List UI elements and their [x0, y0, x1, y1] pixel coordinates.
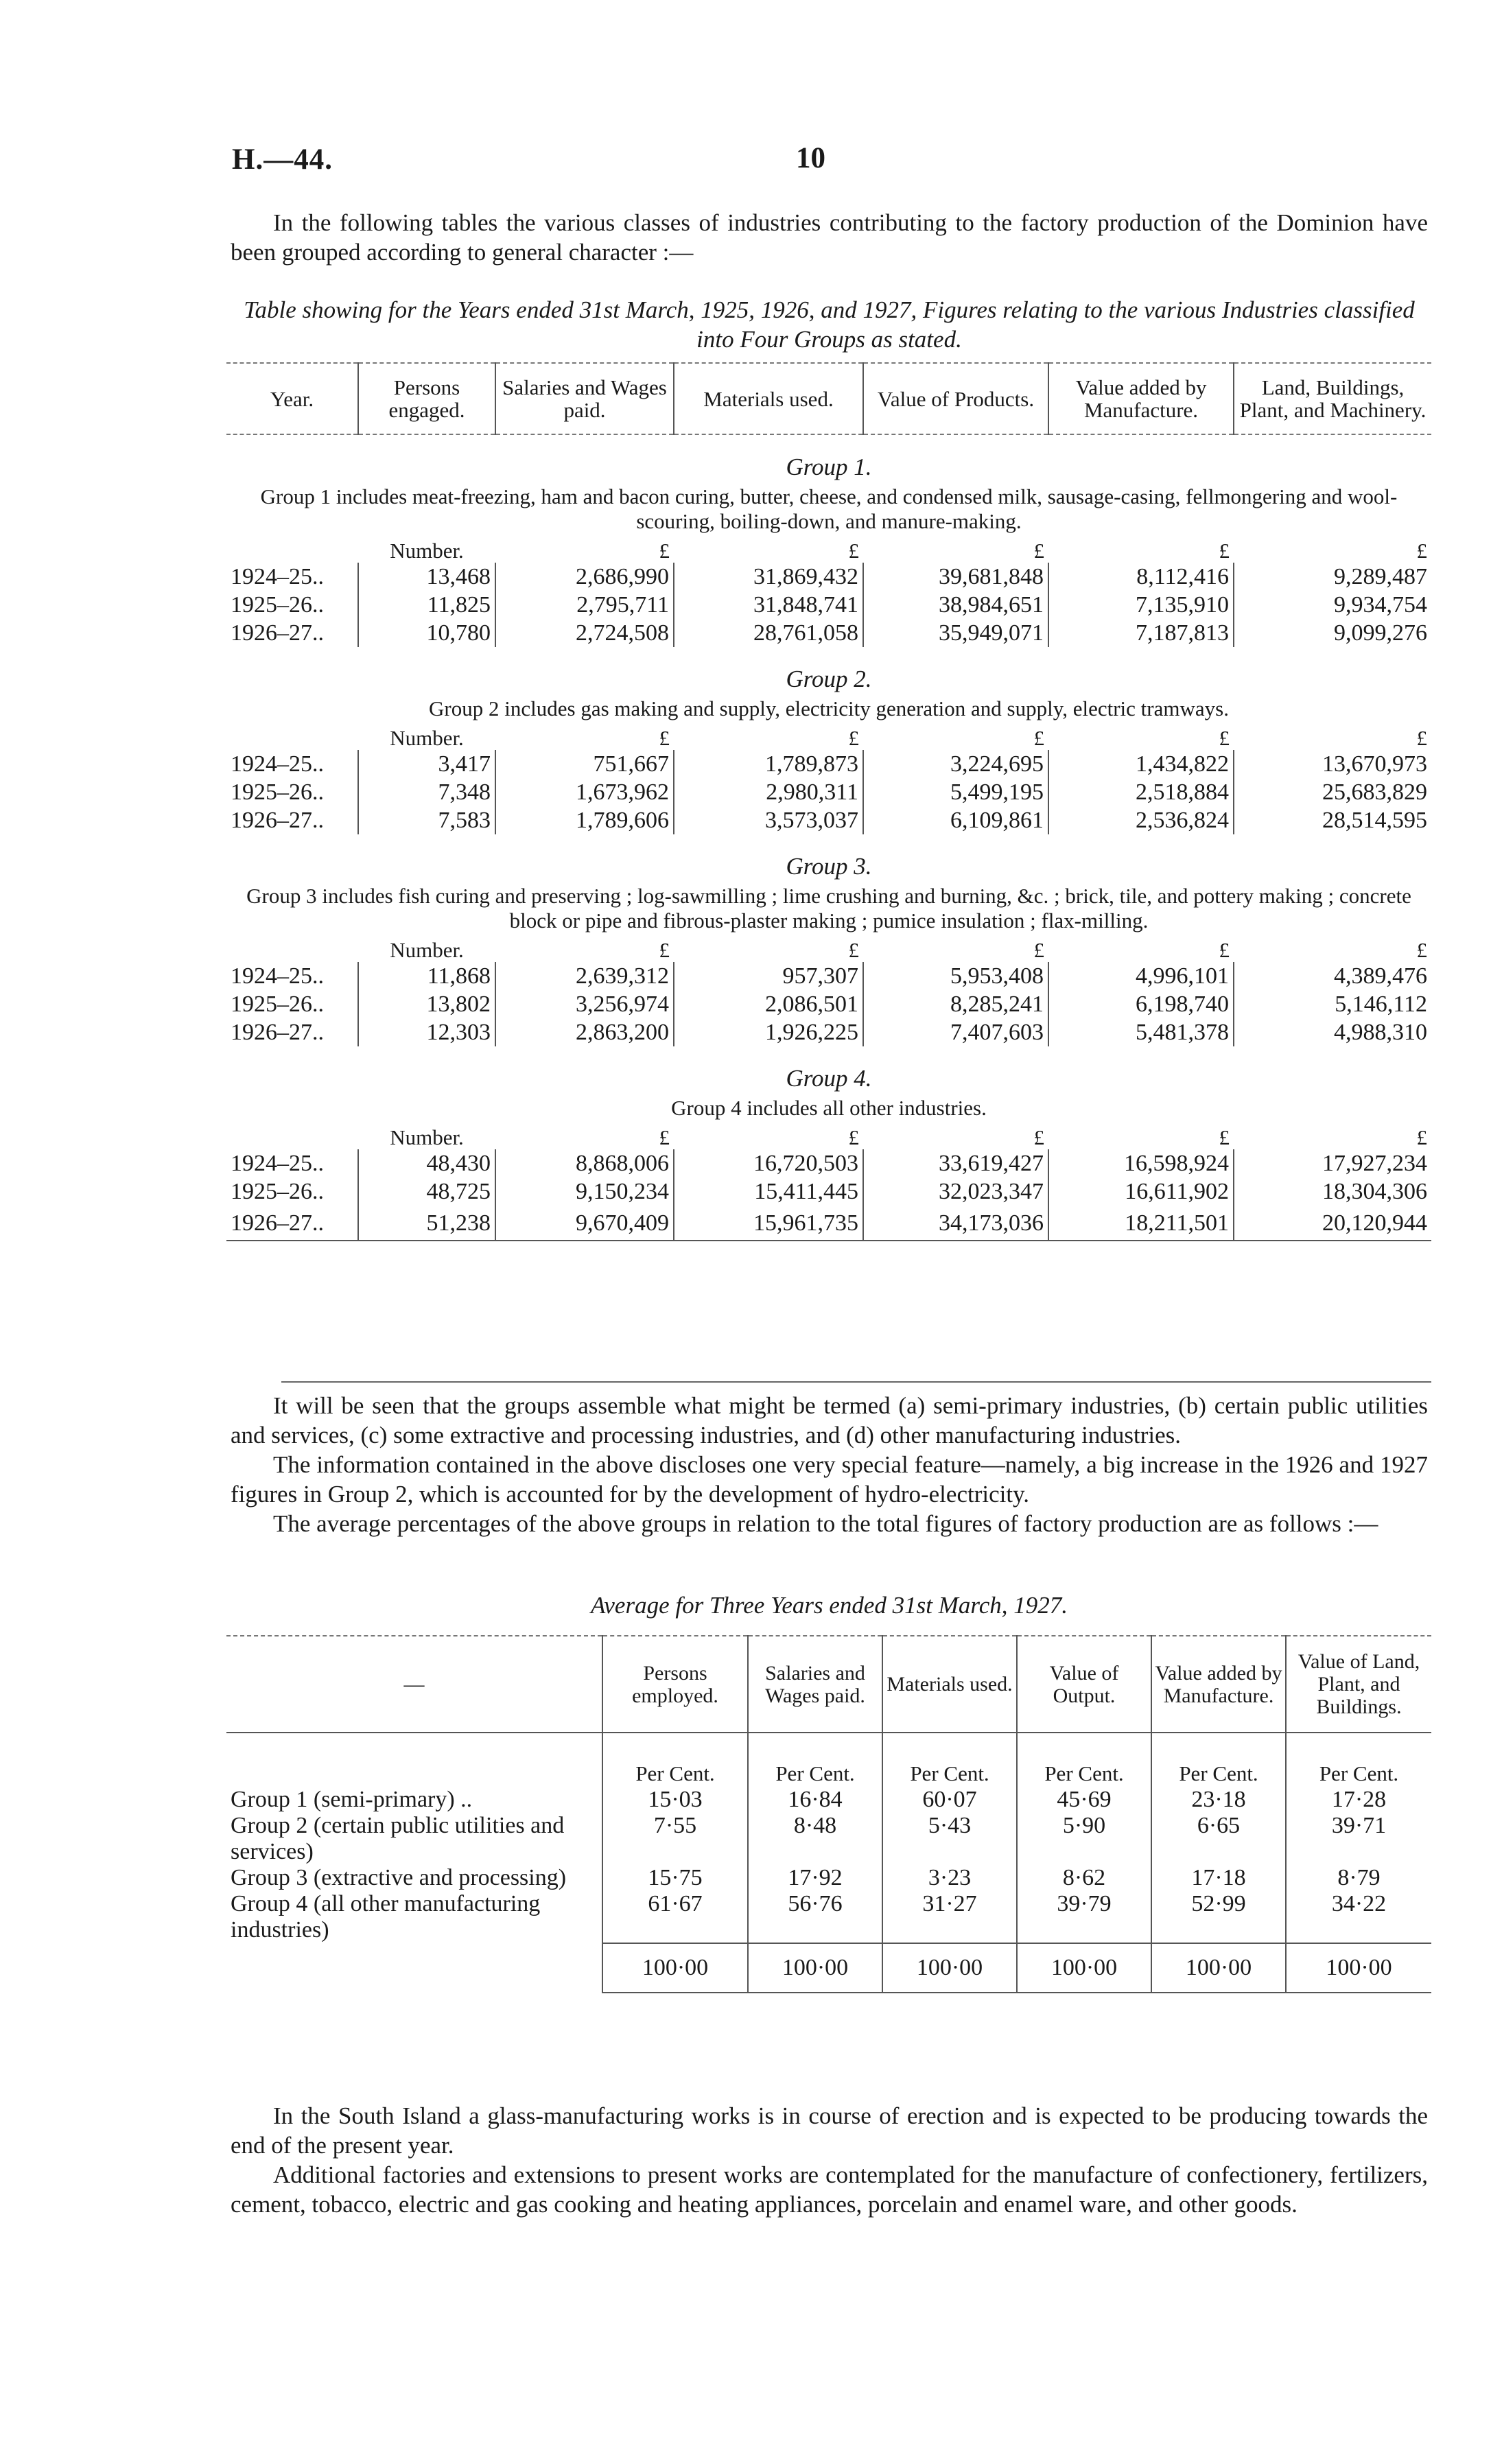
table-row: [226, 1149, 1431, 1177]
value-cell: 4,988,310: [1234, 1018, 1431, 1046]
unit-label: £: [1033, 938, 1044, 962]
value-cell: 4,996,101: [1048, 962, 1234, 990]
year-cell: 1925–26..: [231, 992, 324, 1017]
unit-label: Number.: [390, 938, 464, 962]
col-header-materials: Materials used.: [674, 363, 863, 434]
value-cell: 31,848,741: [674, 591, 863, 619]
col-header-value-added: Value added by Manufacture.: [1048, 363, 1234, 434]
value-cell: 38,984,651: [863, 591, 1048, 619]
group-title-row: [226, 434, 1431, 482]
value-cell: 751,667: [495, 750, 674, 778]
col-header-value-added: Value added by Manufacture.: [1151, 1636, 1286, 1733]
value-cell: 2,795,711: [495, 591, 674, 619]
table-row: [226, 962, 1431, 990]
totals-blank: [226, 1943, 602, 1993]
value-cell: 7,135,910: [1048, 591, 1234, 619]
percent-cell: 39·71: [1286, 1813, 1431, 1865]
group-description-row: [226, 482, 1431, 537]
unit-label: £: [1033, 726, 1044, 750]
table-row: [226, 619, 1431, 647]
value-cell: 3,256,974: [495, 990, 674, 1018]
discussion-paragraphs: [231, 1391, 1428, 1538]
unit-label: Number.: [390, 1125, 464, 1149]
value-cell: 2,686,990: [495, 563, 674, 591]
value-cell: 18,211,501: [1048, 1206, 1234, 1241]
value-cell: 25,683,829: [1234, 778, 1431, 806]
value-cell: 35,949,071: [863, 619, 1048, 647]
percent-cell: 60·07: [882, 1787, 1017, 1813]
table2-caption: Average for Three Years ended 31st March, 1927.: [590, 1592, 1068, 1619]
value-cell: 1,926,225: [674, 1018, 863, 1046]
value-cell: 2,536,824: [1048, 806, 1234, 834]
percent-cell: 17·28: [1286, 1787, 1431, 1813]
value-cell: 12,303: [358, 1018, 495, 1046]
average-percentages-table: [226, 1635, 1431, 1993]
percent-cell: 5·90: [1017, 1813, 1151, 1865]
unit-label: Per Cent.: [1017, 1733, 1151, 1787]
value-cell: 6,198,740: [1048, 990, 1234, 1018]
value-cell: 3,573,037: [674, 806, 863, 834]
table-row: [226, 1865, 1431, 1891]
unit-label: Per Cent.: [882, 1733, 1017, 1787]
col-header-salaries: Salaries and Wages paid.: [495, 363, 674, 434]
year-cell: 1925–26..: [231, 592, 324, 618]
table-row: [226, 750, 1431, 778]
unit-label: £: [1416, 726, 1427, 750]
value-cell: 2,724,508: [495, 619, 674, 647]
value-cell: 9,150,234: [495, 1177, 674, 1206]
group-title-row: [226, 834, 1431, 881]
value-cell: 16,611,902: [1048, 1177, 1234, 1206]
value-cell: 2,639,312: [495, 962, 674, 990]
group-title-row: [226, 647, 1431, 694]
unit-blank: [226, 724, 358, 750]
value-cell: 2,863,200: [495, 1018, 674, 1046]
unit-blank: [226, 1123, 358, 1149]
value-cell: 48,725: [358, 1177, 495, 1206]
percent-cell: 8·62: [1017, 1865, 1151, 1891]
paragraph-additional-factories: Additional factories and extensions to present works are contemplated for the manufacture of confectionery, fertilizers, cement, tobacco, electric and gas cooking and heating appliances, porcelain and enamel ware, and other goods.: [231, 2161, 1428, 2218]
value-cell: 39,681,848: [863, 563, 1048, 591]
year-cell: 1926–27..: [231, 1020, 324, 1045]
table-row: [226, 591, 1431, 619]
value-cell: 17,927,234: [1234, 1149, 1431, 1177]
total-cell: 100·00: [1151, 1943, 1286, 1993]
col-header-land: Land, Buildings, Plant, and Machinery.: [1234, 363, 1431, 434]
group-description: Group 1 includes meat-freezing, ham and bacon curing, butter, cheese, and condensed milk, sausage-casing, fellmongering and wool-scouring, boiling-down, and manure-making.: [260, 484, 1398, 533]
value-cell: 15,411,445: [674, 1177, 863, 1206]
col-header-products: Value of Products.: [863, 363, 1048, 434]
group-description-row: [226, 694, 1431, 724]
percent-cell: 15·75: [602, 1865, 748, 1891]
percent-cell: 31·27: [882, 1891, 1017, 1943]
value-cell: 1,789,606: [495, 806, 674, 834]
group-description-row: [226, 881, 1431, 936]
unit-label: £: [1219, 539, 1230, 563]
group-label-cell: Group 2 (certain public utilities and services): [231, 1813, 565, 1864]
unit-row: [226, 724, 1431, 750]
value-cell: 8,285,241: [863, 990, 1048, 1018]
value-cell: 2,518,884: [1048, 778, 1234, 806]
page-number: 10: [796, 142, 825, 174]
table-row: [226, 990, 1431, 1018]
value-cell: 8,868,006: [495, 1149, 674, 1177]
unit-label: £: [848, 938, 859, 962]
unit-label: £: [1033, 539, 1044, 563]
value-cell: 5,953,408: [863, 962, 1048, 990]
value-cell: 51,238: [358, 1206, 495, 1241]
totals-row: [226, 1943, 1431, 1993]
value-cell: 9,289,487: [1234, 563, 1431, 591]
col-header-persons-employed: Persons employed.: [602, 1636, 748, 1733]
year-cell: 1926–27..: [226, 1206, 358, 1241]
value-cell: 20,120,944: [1234, 1206, 1431, 1241]
unit-label: £: [1416, 1125, 1427, 1149]
value-cell: 11,868: [358, 962, 495, 990]
unit-label: Per Cent.: [1151, 1733, 1286, 1787]
group-title: Group 4.: [786, 1064, 872, 1092]
percent-cell: 16·84: [748, 1787, 882, 1813]
table1-body: [226, 434, 1431, 1241]
value-cell: 18,304,306: [1234, 1177, 1431, 1206]
year-cell: 1924–25..: [231, 963, 324, 989]
percent-cell: 61·67: [602, 1891, 748, 1943]
table-row: [226, 1206, 1431, 1241]
unit-label: £: [1219, 938, 1230, 962]
value-cell: 2,980,311: [674, 778, 863, 806]
col-header-year: Year.: [226, 363, 358, 434]
unit-label: Per Cent.: [602, 1733, 748, 1787]
year-cell: 1924–25..: [231, 564, 324, 589]
value-cell: 6,109,861: [863, 806, 1048, 834]
table-row: [226, 1891, 1431, 1943]
percent-cell: 17·92: [748, 1865, 882, 1891]
year-cell: 1924–25..: [231, 751, 324, 777]
value-cell: 7,187,813: [1048, 619, 1234, 647]
unit-label: £: [1416, 539, 1427, 563]
industry-groups-table: [226, 362, 1431, 1241]
group-title-row: [226, 1046, 1431, 1093]
total-cell: 100·00: [748, 1943, 882, 1993]
closing-paragraphs: [231, 2101, 1428, 2219]
year-cell: 1926–27..: [231, 808, 324, 833]
group-description: Group 2 includes gas making and supply, electricity generation and supply, electric tramways.: [429, 696, 1229, 720]
percent-cell: 6·65: [1151, 1813, 1286, 1865]
group-title: Group 1.: [786, 453, 872, 480]
group-label-cell: Group 3 (extractive and processing): [231, 1865, 567, 1890]
table-row: [226, 1787, 1431, 1813]
value-cell: 3,417: [358, 750, 495, 778]
unit-blank: [226, 537, 358, 563]
col-header-blank: —: [226, 1636, 602, 1733]
percent-cell: 8·79: [1286, 1865, 1431, 1891]
total-cell: 100·00: [602, 1943, 748, 1993]
value-cell: 16,598,924: [1048, 1149, 1234, 1177]
value-cell: 4,389,476: [1234, 962, 1431, 990]
value-cell: 2,086,501: [674, 990, 863, 1018]
value-cell: 3,224,695: [863, 750, 1048, 778]
value-cell: 1,434,822: [1048, 750, 1234, 778]
unit-label: £: [1416, 938, 1427, 962]
year-cell: 1925–26..: [231, 779, 324, 805]
group-title: Group 3.: [786, 852, 872, 880]
table1-bottom-rule: [281, 1381, 1431, 1383]
value-cell: 11,825: [358, 591, 495, 619]
unit-row: [226, 1733, 1431, 1787]
percent-cell: 56·76: [748, 1891, 882, 1943]
value-cell: 8,112,416: [1048, 563, 1234, 591]
table-row: [226, 563, 1431, 591]
value-cell: 28,514,595: [1234, 806, 1431, 834]
unit-label: £: [659, 1125, 670, 1149]
value-cell: 5,146,112: [1234, 990, 1431, 1018]
percent-cell: 23·18: [1151, 1787, 1286, 1813]
unit-blank: [226, 1733, 602, 1787]
col-header-output: Value of Output.: [1017, 1636, 1151, 1733]
year-cell: 1924–25..: [231, 1151, 324, 1176]
unit-label: Number.: [390, 539, 464, 563]
percent-cell: 52·99: [1151, 1891, 1286, 1943]
table2-body: [226, 1733, 1431, 1993]
intro-text: In the following tables the various classes of industries contributing to the factory production of the Dominion have been grouped according to general character :—: [231, 209, 1428, 266]
percent-cell: 8·48: [748, 1813, 882, 1865]
value-cell: 32,023,347: [863, 1177, 1048, 1206]
value-cell: 10,780: [358, 619, 495, 647]
paragraph-special-feature: The information contained in the above discloses one very special feature—namely, a big increase in the 1926 and 1927 figures in Group 2, which is accounted for by the development of hydro-electricity.: [231, 1451, 1428, 1507]
intro-paragraph: [231, 208, 1428, 267]
unit-row: [226, 537, 1431, 563]
table-row: [226, 1813, 1431, 1865]
table-row: [226, 1018, 1431, 1046]
percent-cell: 7·55: [602, 1813, 748, 1865]
unit-row: [226, 936, 1431, 962]
unit-label: £: [848, 1125, 859, 1149]
paragraph-groups-summary: It will be seen that the groups assemble what might be termed (a) semi-primary industries, (b) certain public utilities and services, (c) some extractive and processing industries, and (d) other manufacturing industries.: [231, 1392, 1428, 1448]
table-row: [226, 778, 1431, 806]
unit-label: Per Cent.: [1286, 1733, 1431, 1787]
value-cell: 33,619,427: [863, 1149, 1048, 1177]
table1-header-row: [226, 363, 1431, 434]
group-description-row: [226, 1093, 1431, 1123]
unit-label: £: [659, 938, 670, 962]
value-cell: 7,583: [358, 806, 495, 834]
value-cell: 9,099,276: [1234, 619, 1431, 647]
value-cell: 5,499,195: [863, 778, 1048, 806]
value-cell: 13,670,973: [1234, 750, 1431, 778]
value-cell: 957,307: [674, 962, 863, 990]
unit-row: [226, 1123, 1431, 1149]
value-cell: 1,673,962: [495, 778, 674, 806]
percent-cell: 45·69: [1017, 1787, 1151, 1813]
percent-cell: 34·22: [1286, 1891, 1431, 1943]
percent-cell: 39·79: [1017, 1891, 1151, 1943]
value-cell: 48,430: [358, 1149, 495, 1177]
unit-label: £: [659, 539, 670, 563]
percent-cell: 15·03: [602, 1787, 748, 1813]
value-cell: 13,802: [358, 990, 495, 1018]
col-header-land-plant: Value of Land, Plant, and Buildings.: [1286, 1636, 1431, 1733]
percent-cell: 5·43: [882, 1813, 1017, 1865]
value-cell: 7,348: [358, 778, 495, 806]
value-cell: 31,869,432: [674, 563, 863, 591]
unit-label: £: [1219, 1125, 1230, 1149]
total-cell: 100·00: [882, 1943, 1017, 1993]
unit-label: Per Cent.: [748, 1733, 882, 1787]
value-cell: 7,407,603: [863, 1018, 1048, 1046]
col-header-salaries: Salaries and Wages paid.: [748, 1636, 882, 1733]
document-code: H.—44.: [232, 143, 333, 176]
value-cell: 9,934,754: [1234, 591, 1431, 619]
total-cell: 100·00: [1017, 1943, 1151, 1993]
paragraph-glass-works: In the South Island a glass-manufacturing works is in course of erection and is expected to be producing towards the end of the present year.: [231, 2102, 1428, 2159]
value-cell: 15,961,735: [674, 1206, 863, 1241]
col-header-materials: Materials used.: [882, 1636, 1017, 1733]
group-label-cell: Group 1 (semi-primary) ..: [231, 1787, 473, 1812]
value-cell: 28,761,058: [674, 619, 863, 647]
value-cell: 5,481,378: [1048, 1018, 1234, 1046]
group-description: Group 3 includes fish curing and preserving ; log-sawmilling ; lime crushing and burning, &c. ; brick, tile, and pottery making ; concrete block or pipe and fibrous-plaster making ; pumice insulation ; flax-milling.: [246, 884, 1411, 932]
table1-caption: Table showing for the Years ended 31st March, 1925, 1926, and 1927, Figures relating to the various Industries classified into Four Groups as stated.: [244, 296, 1415, 353]
value-cell: 1,789,873: [674, 750, 863, 778]
year-cell: 1925–26..: [231, 1179, 324, 1204]
group-title: Group 2.: [786, 665, 872, 692]
unit-label: £: [1033, 1125, 1044, 1149]
table2-header-row: [226, 1636, 1431, 1733]
group-description: Group 4 includes all other industries.: [671, 1096, 987, 1120]
unit-label: £: [659, 726, 670, 750]
unit-label: £: [1219, 726, 1230, 750]
table-row: [226, 1177, 1431, 1206]
unit-label: £: [848, 726, 859, 750]
value-cell: 13,468: [358, 563, 495, 591]
unit-label: £: [848, 539, 859, 563]
table-row: [226, 806, 1431, 834]
unit-blank: [226, 936, 358, 962]
year-cell: 1926–27..: [231, 620, 324, 646]
value-cell: 9,670,409: [495, 1206, 674, 1241]
percent-cell: 17·18: [1151, 1865, 1286, 1891]
percent-cell: 3·23: [882, 1865, 1017, 1891]
total-cell: 100·00: [1286, 1943, 1431, 1993]
paragraph-average-intro: The average percentages of the above groups in relation to the total figures of factory production are as follows :—: [273, 1510, 1378, 1537]
value-cell: 16,720,503: [674, 1149, 863, 1177]
col-header-persons: Persons engaged.: [358, 363, 495, 434]
value-cell: 34,173,036: [863, 1206, 1048, 1241]
unit-label: Number.: [390, 726, 464, 750]
group-label-cell: Group 4 (all other manufacturing industries): [231, 1891, 541, 1943]
